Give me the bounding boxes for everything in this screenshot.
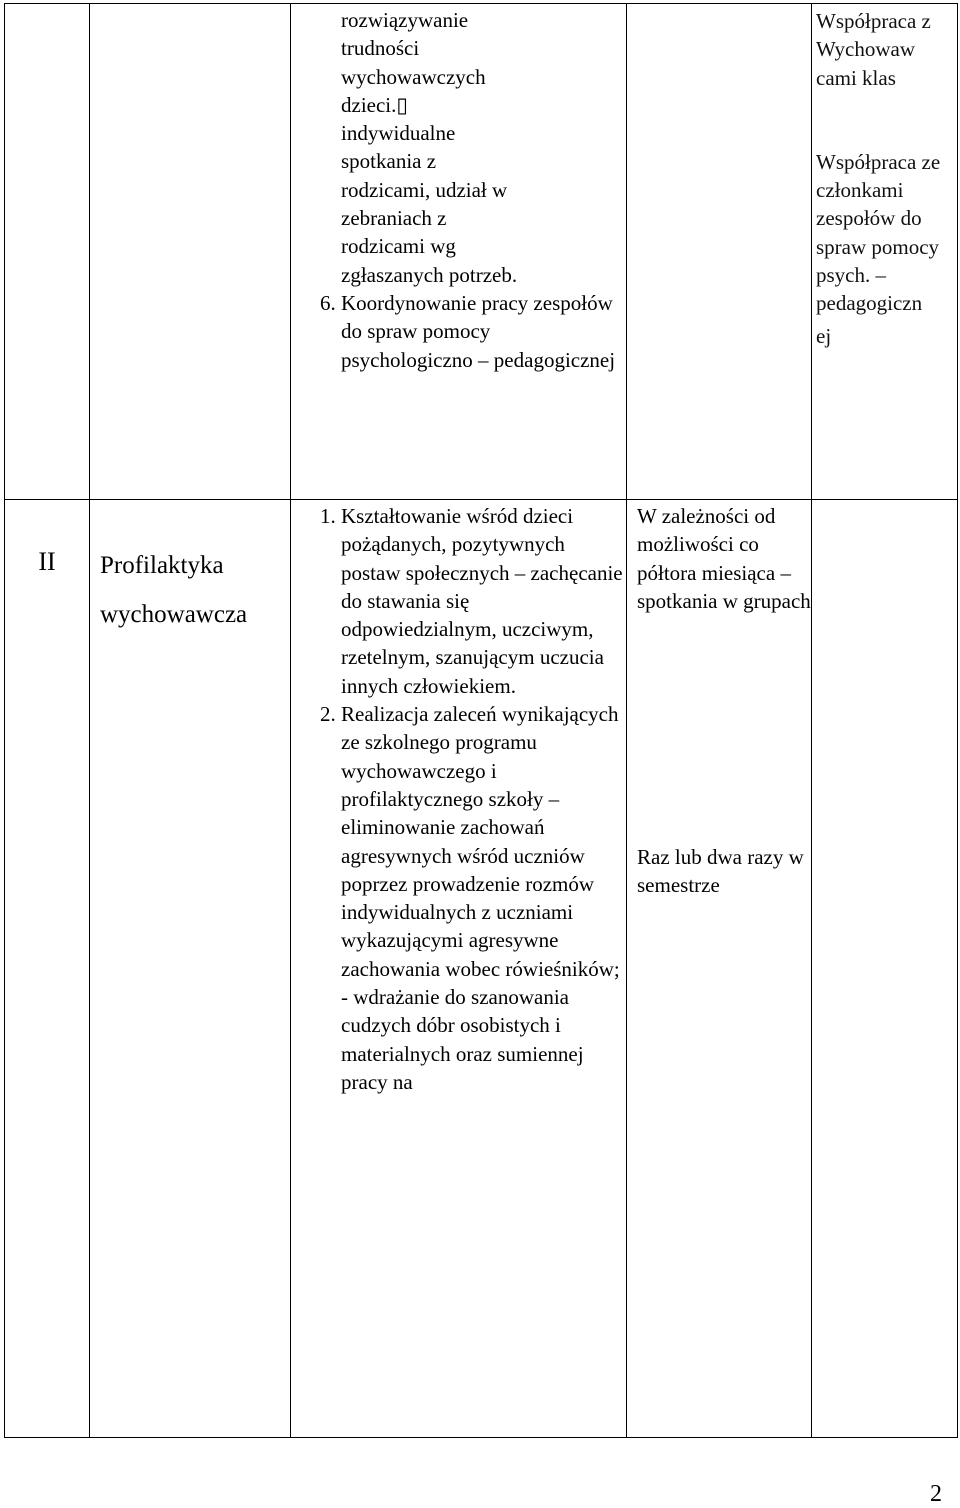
task-line: rozwiązywanie [341, 8, 469, 32]
row-number-cell [5, 500, 90, 1438]
task-line: trudności [341, 36, 420, 61]
partners-cell [812, 500, 958, 1438]
partners-text: Współpraca ze członkami zespołów do spraw pomocy psych. – pedagogiczn [816, 149, 941, 316]
partners-text: ej [816, 323, 832, 348]
table-row [5, 4, 958, 500]
page-number: 2 [930, 1481, 942, 1507]
frequency-text: Raz lub dwa razy w semestrze [637, 845, 804, 898]
row-number-cell [5, 4, 90, 500]
frequency-cell [627, 500, 812, 1438]
task-line: wychowawczych [341, 64, 486, 89]
task-line: zebraniach z [341, 206, 447, 231]
tasks-list [291, 502, 626, 1096]
task-line: dzieci.▯ [341, 92, 408, 117]
task-line: rodzicami wg [341, 234, 456, 259]
task-continuation [291, 6, 626, 289]
tasks-cell [291, 4, 627, 500]
task-line: rodzicami, udział w [341, 177, 508, 202]
plan-table [4, 3, 958, 1438]
task-item: 6. Koordynowanie pracy zespołów do spraw pomocy psychologiczno – pedagogicznej [341, 289, 626, 374]
task-line: spotkania z [341, 149, 437, 174]
missing-glyph-icon: ▯ [396, 92, 408, 117]
area-cell [90, 500, 291, 1438]
area-cell [90, 4, 291, 500]
task-line: zgłaszanych potrzeb. [341, 262, 518, 287]
frequency-text [627, 4, 811, 6]
partners-text [812, 500, 957, 503]
task-item: 2. Realizacja zaleceń wynikających ze szkolnego programu wychowawczego i profilaktycznego szkoły – eliminowanie zachowań agresywnych wśród uczniów poprzez prowadzenie rozmów indywidualnych z uczniami wykazującymi agresywne zachowania wobec rówieśników; - wdrażanie do szanowania cudzych dóbr osobistych i materialnych oraz sumiennej pracy na [341, 700, 626, 1096]
tasks-list [291, 289, 626, 374]
area-name: Profilaktyka wychowawcza [100, 552, 248, 628]
tasks-cell [291, 500, 627, 1438]
frequency-text: W zależności od możliwości co półtora miesiąca – spotkania w grupach [637, 504, 811, 613]
row-number [5, 4, 89, 52]
partners-text: Współpraca z Wychowaw cami klas [816, 9, 931, 90]
frequency-cell [627, 4, 812, 500]
area-name [90, 4, 290, 45]
row-number: II [38, 547, 56, 576]
table-row [5, 500, 958, 1438]
task-item: 1. Kształtowanie wśród dzieci pożądanych, pozytywnych postaw społecznych – zachęcanie do stawania się odpowiedzialnym, uczciwym, rzetelnym, szanującym uczucia innych człowiekiem. [341, 502, 626, 700]
task-line: indywidualne [341, 121, 456, 146]
partners-cell [812, 4, 958, 500]
